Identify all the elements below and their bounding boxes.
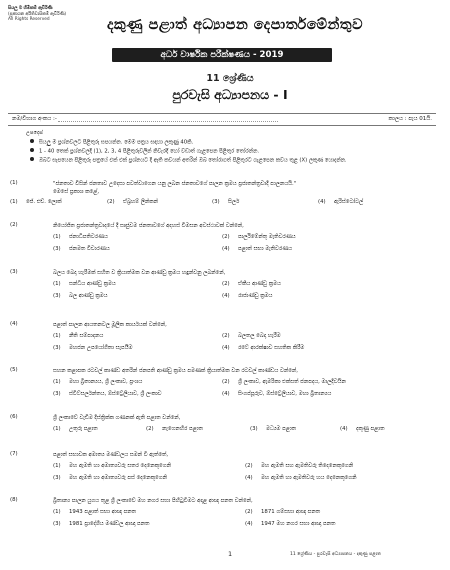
option-3: (3) ස්විට්සර්ලන්තය, ඕස්ට්‍රේලියාව, ශ්‍රී ලංකාව <box>53 391 162 397</box>
question-number: (1) <box>10 180 18 186</box>
option-3: (3) සිලර් <box>212 199 240 205</box>
option-4: (4) රටේ ආරක්ෂාව සහතික කිරීම <box>222 345 305 351</box>
rights-line-2: (ප්‍රකාශන අයිතිවාසිකම් ඇවිරිණි) <box>8 11 67 17</box>
question-number: (2) <box>10 222 18 228</box>
name-write-line <box>58 121 278 122</box>
option-2: (2) ඒකීය ආණ්ඩු ක්‍රමය <box>222 281 281 287</box>
instruction-item: 1 - 40 තෙක් ප්‍රශ්නවලදී (1), 2, 3, 4 පිළිතුරුවලින් නිවැරදි හෝ වඩාත් ගැළපෙන පිළිතුර තෝරන්න. <box>30 148 259 156</box>
duration-label: කාලය : පැය 01යි. <box>388 116 432 122</box>
option-4: (4) පළාත් සභා මැතිවරණය <box>222 246 293 252</box>
question-stem: පළාත් පාලන ආයතනවල මූලික කාර්යයක් වන්නේ, <box>53 322 167 328</box>
option-4: (4) 1947 මහ නගර සභා ආඥා පනත <box>245 521 336 527</box>
rights-notice <box>8 6 66 23</box>
option-1: (1) ජේ. එච්. ලොක් <box>10 199 62 205</box>
instruction-item: සියලු ම ප්‍රශ්නවලට පිළිතුරු සපයන්න. මෙම පත්‍රය සඳහා ලකුණු 40කි. <box>30 139 193 147</box>
exam-banner: අර්ධ වාර්ෂික පරීක්ෂණය - 2019 <box>112 48 332 62</box>
option-3: (3) ජනමත විචාරණය <box>53 246 110 252</box>
option-1: (1) සන්ධීය ආණ්ඩු ක්‍රමය <box>53 281 116 287</box>
option-4: (4) සිංගප්පූරුව, ඕස්ට්‍රේලියාව, මහා බ්‍රිතාන්‍යය <box>222 391 332 397</box>
rights-line-1: සියලු ම හිමිකම් ඇවිරිණි <box>8 6 53 11</box>
option-2: (2) ශ්‍රී ලංකාව, ඇමරිකා එක්සත් ජනපදය, මාලදිවයින <box>222 379 346 385</box>
option-1: (1) මහා බ්‍රිතාන්‍යය, ශ්‍රී ලංකාව, ප්‍රංශය <box>53 379 143 385</box>
option-4: (4) ඇරිස්ටෝටල් <box>318 199 364 205</box>
question-stem: නියෝජිත ප්‍රජාතන්ත්‍රවාදයේ දී සෘජුවම ජනතාවගේ අදහස් විමසන අවස්ථාවක් වන්නේ, <box>53 223 244 229</box>
question-number: (3) <box>10 269 18 275</box>
candidate-info-row <box>8 113 436 126</box>
question-number: (5) <box>10 367 18 373</box>
option-4: (4) දකුණු පළාත <box>340 426 385 432</box>
option-2: (2) මහ ඇමති සහ ඇමතිවරු තිදෙනෙකුගෙනි <box>245 463 354 469</box>
option-1: (1) උතුරු පළාත <box>53 426 98 432</box>
department-title: දකුණු පළාත් අධ්‍යාපන දෙපාර්තමේන්තුව <box>106 17 363 33</box>
option-4: (4) රාජාණ්ඩු ක්‍රමය <box>222 293 273 299</box>
question-stem: බ්‍රිතාන්‍ය පාලන යුගය තුළ ශ්‍රී ලංකාවේ මහ නගර සභා පිහිටුවීමට අදාළ ආඥා පනත වන්නේ, <box>53 498 253 504</box>
grade-label: 11 ශ්‍රේණිය <box>206 73 254 84</box>
option-3: (3) 1981 ප්‍රාදේශීය මණ්ඩල ආඥා පනත <box>53 521 150 527</box>
option-1: (1) නීති සම්පාදනය <box>53 333 104 339</box>
question-stem: සහන කළාපක රටවල් කාණ්ඩ අතරින් ජනපති ආණ්ඩු ක්‍රමය පමණක් ක්‍රියාත්මක වන රටවල් කාණ්ඩය වන්නේ, <box>53 368 298 374</box>
option-2: (2) පාර්ලිමේන්තු මැතිවරණය <box>222 234 296 240</box>
name-index-label: නම/විභාග අංකය :- <box>12 116 57 122</box>
question-number: (4) <box>10 321 18 327</box>
bullet-icon <box>30 148 34 152</box>
instruction-item: ඔබට සැපයෙන පිළිතුරු පත්‍රයේ එක් එක් ප්‍රශ්නයට දී ඇති කවයන් අතරින් ඔබ තෝරාගත් පිළිතුරට ගැළපෙන කවය තුළ (X) ලකුණ යොදන්න. <box>30 157 347 165</box>
option-1: (1) 1943 පළාත් සභා ආඥා පනත <box>53 509 136 515</box>
option-1: (1) ජනාධිපතිවරණය <box>53 234 108 240</box>
question-stem: "ජනතාව විසින් ජනතාව උදෙසා පවත්වාගෙන යනු ලබන ජනතාවගේ පාලන ක්‍රමය ප්‍රජාතන්ත්‍රවාදී පාලනයයි." මෙසේ ප්‍රකාශ කළේ, <box>53 181 297 195</box>
option-2: (2) නැගෙනහිර පළාත <box>146 426 203 432</box>
rights-line-3: All Rights Reserved <box>8 17 50 23</box>
option-3: (3) මධ්‍යම පළාත <box>250 426 297 432</box>
page-number: 1 <box>228 550 233 558</box>
option-4: (4) මහ ඇමති හා ඇමතිවරු හය දෙනෙකුගෙනි <box>245 475 357 481</box>
question-stem: පළාත් සභාවක අමාත්‍ය මණ්ඩලය සමන් වී ඇත්තේ, <box>53 452 169 458</box>
option-2: (2) ඒබ්‍රහම් ලින්කන් <box>107 199 158 205</box>
footer-text: 11 ශ්‍රේණිය - පුරවැසි අධ්‍යාපනය - දකුණු පළාත <box>290 552 381 557</box>
subject-title: පුරවැසි අධ්‍යාපනය - I <box>172 87 288 102</box>
option-3: (3) මහජන උපයෝගිතා සැපයීම <box>53 345 133 351</box>
instructions-title: උපදෙස් <box>26 130 44 136</box>
question-stem: ශ්‍රී ලංකාවේ වැඩිම දිස්ත්‍රික්ක ගණනක් ඇති පළාත වන්නේ, <box>53 415 181 421</box>
bullet-icon <box>30 139 34 143</box>
option-3: (3) බල ආණ්ඩු ක්‍රමය <box>53 293 108 299</box>
option-2: (2) බලතල බෙදා හැරීම <box>222 333 281 339</box>
option-3: (3) මහ ඇමති හා අමාත්‍යවරු පස් දෙනෙකුගෙනි <box>53 475 167 481</box>
option-1: (1) මහ ඇමති හා අමාත්‍යවරු සතර දෙනෙකුගෙනි <box>53 463 171 469</box>
question-stem: බලය බෙදා හැරීමක් සහිත ව ක්‍රියාත්මක වන ආණ්ඩු ක්‍රමය හඳුන්වනු ලබන්නේ, <box>53 270 226 276</box>
question-number: (6) <box>10 414 18 420</box>
option-2: (2) 1871 ගම්සභා ආඥා පනත <box>245 509 321 515</box>
question-number: (7) <box>10 451 18 457</box>
question-number: (8) <box>10 497 18 503</box>
bullet-icon <box>30 157 34 161</box>
